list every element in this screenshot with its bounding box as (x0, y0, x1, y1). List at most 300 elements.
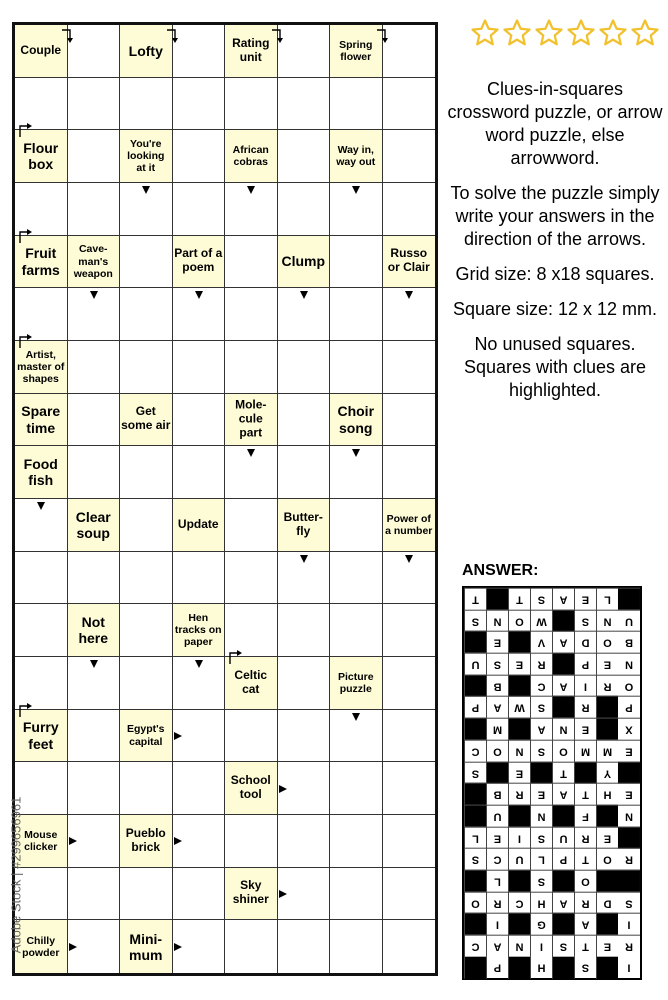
arrow-down-icon (90, 291, 98, 299)
answer-cell[interactable] (120, 604, 173, 657)
clue-cell (225, 657, 278, 710)
answer-row (464, 588, 640, 610)
answer-black-cell (552, 805, 574, 827)
answer-letter: R (574, 696, 596, 718)
answer-letter: I (627, 961, 631, 974)
answer-cell[interactable] (383, 604, 436, 657)
answer-black-cell (508, 675, 530, 697)
arrow-right-icon (69, 837, 77, 845)
answer-letter: T (552, 762, 574, 784)
answer-cell[interactable] (173, 868, 226, 921)
answer-cell[interactable] (68, 552, 121, 605)
arrow-down-icon (300, 555, 308, 563)
answer-letter: S (530, 827, 552, 849)
answer-cell[interactable] (68, 868, 121, 921)
answer-letter: P (574, 653, 596, 675)
clue-cell (120, 710, 173, 763)
clue-text: Clump (281, 253, 326, 270)
clue-text: Fruit farms (21, 245, 60, 278)
clue-text: Mouse clicker (24, 828, 58, 853)
answer-cell[interactable] (225, 236, 278, 289)
answer-black-cell (464, 718, 486, 740)
answer-letter: N (508, 740, 530, 762)
answer-cell[interactable] (173, 552, 226, 605)
clue-text: Picture puzzle (337, 670, 374, 695)
answer-letter: I (486, 913, 508, 935)
answer-cell[interactable] (330, 604, 383, 657)
arrow-down-icon (37, 502, 45, 510)
answer-cell[interactable] (173, 762, 226, 815)
answer-letter: O (486, 740, 508, 762)
bent-arrow-up-right-icon (18, 228, 34, 244)
clue-text: Sky shiner (232, 878, 269, 907)
clue-text: Lofty (128, 42, 163, 59)
answer-letter: S (530, 588, 552, 610)
answer-cell[interactable] (278, 815, 331, 868)
unused-squares-text: No unused squares. Squares with clues are highlighted. (463, 334, 647, 400)
answer-black-cell (596, 913, 618, 935)
answer-cell[interactable] (68, 394, 121, 447)
arrow-down-icon (247, 449, 255, 457)
clue-text: Spare time (21, 403, 61, 436)
answer-letter: E (508, 762, 530, 784)
answer-cell[interactable] (330, 868, 383, 921)
answer-black-cell (530, 762, 552, 784)
bent-arrow-up-right-icon (18, 702, 34, 718)
answer-cell[interactable] (225, 815, 278, 868)
arrow-right-icon (174, 943, 182, 951)
answer-letter: O (574, 870, 596, 892)
answer-cell[interactable] (225, 552, 278, 605)
answer-letter: V (530, 631, 552, 653)
arrow-down-icon (352, 713, 360, 721)
arrow-down-icon (90, 660, 98, 668)
answer-black-cell (596, 870, 618, 892)
clue-text: Butter-fly (283, 510, 323, 538)
answer-black-cell (464, 913, 486, 935)
answer-black-cell (552, 957, 574, 979)
puzzle-description (444, 78, 666, 414)
answer-letter: S (464, 762, 486, 784)
bent-arrow-up-right-icon (18, 333, 34, 349)
clue-text: Part of a poem (174, 246, 223, 275)
answer-cell[interactable] (120, 657, 173, 710)
clue-text: Clear soup (75, 508, 111, 541)
clue-cell (15, 25, 68, 78)
answer-letter: A (486, 935, 508, 957)
answer-cell[interactable] (120, 236, 173, 289)
answer-black-cell (486, 762, 508, 784)
clue-cell (225, 25, 278, 78)
bent-arrow-right-down-icon (61, 28, 77, 44)
answer-cell[interactable] (278, 657, 331, 710)
answer-letter: S (574, 957, 596, 979)
answer-letter: O (618, 675, 640, 697)
answer-cell[interactable] (173, 183, 226, 236)
clue-text: Pueblo brick (125, 826, 166, 854)
answer-letter: A (552, 783, 574, 805)
star-outline-icon (598, 18, 628, 48)
answer-row (464, 783, 640, 805)
answer-cell[interactable] (383, 78, 436, 131)
answer-black-cell (618, 588, 640, 610)
answer-cell[interactable] (225, 920, 278, 973)
clue-text: Power of a number (385, 512, 433, 537)
clue-text: Way in, way out (336, 144, 376, 169)
answer-letter: T (574, 783, 596, 805)
answer-letter: R (574, 827, 596, 849)
answer-letter: C (486, 848, 508, 870)
answer-letter: H (596, 783, 618, 805)
clue-cell (330, 394, 383, 447)
answer-row (464, 957, 640, 979)
clue-text: Not here (78, 614, 109, 647)
answer-letter: W (530, 610, 552, 632)
answer-letter: E (618, 740, 640, 762)
answer-black-cell (464, 675, 486, 697)
clue-text: Choir song (337, 403, 375, 436)
answer-letter: I (530, 935, 552, 957)
answer-black-cell (596, 718, 618, 740)
answer-cell[interactable] (68, 183, 121, 236)
answer-cell[interactable] (278, 78, 331, 131)
answer-letter: U (552, 827, 574, 849)
arrow-right-icon (174, 732, 182, 740)
answer-letter: E (596, 935, 618, 957)
clue-text: Mini-mum (129, 930, 163, 963)
answer-cell[interactable] (173, 446, 226, 499)
answer-cell[interactable] (330, 78, 383, 131)
answer-letter: P (552, 848, 574, 870)
answer-letter: R (486, 892, 508, 914)
answer-black-cell (552, 610, 574, 632)
answer-cell[interactable] (278, 604, 331, 657)
arrow-right-icon (174, 837, 182, 845)
clue-text: Artist, master of shapes (17, 348, 65, 385)
answer-letter: E (530, 783, 552, 805)
answer-row (464, 827, 640, 849)
clue-cell (120, 394, 173, 447)
answer-row (464, 653, 640, 675)
arrow-right-icon (279, 785, 287, 793)
answer-letter: E (486, 631, 508, 653)
answer-row (464, 913, 640, 935)
answer-letter: C (530, 675, 552, 697)
arrow-down-icon (352, 449, 360, 457)
answer-cell[interactable] (330, 236, 383, 289)
answer-cell[interactable] (120, 499, 173, 552)
clue-text: Furry feet (22, 719, 59, 752)
answer-cell[interactable] (15, 604, 68, 657)
answer-cell[interactable] (68, 341, 121, 394)
answer-row (464, 848, 640, 870)
answer-cell[interactable] (278, 130, 331, 183)
arrow-down-icon (405, 555, 413, 563)
answer-cell[interactable] (120, 446, 173, 499)
answer-letter: N (552, 718, 574, 740)
answer-cell[interactable] (383, 762, 436, 815)
answer-letter: O (596, 631, 618, 653)
answer-letter: T (508, 588, 530, 610)
clue-cell (173, 604, 226, 657)
answer-cell[interactable] (120, 288, 173, 341)
answer-black-cell (464, 870, 486, 892)
clue-text: School tool (230, 773, 271, 802)
watermark (6, 760, 26, 990)
answer-cell[interactable] (330, 288, 383, 341)
answer-letter: E (574, 718, 596, 740)
answer-row (464, 892, 640, 914)
clue-text: Flour box (23, 140, 59, 173)
answer-letter: M (574, 740, 596, 762)
answer-letter: U (486, 805, 508, 827)
answer-cell[interactable] (120, 78, 173, 131)
answer-row (464, 805, 640, 827)
answer-cell[interactable] (383, 815, 436, 868)
clue-cell (15, 446, 68, 499)
answer-cell[interactable] (120, 552, 173, 605)
answer-cell[interactable] (225, 710, 278, 763)
answer-letter: I (618, 913, 640, 935)
answer-letter: M (596, 740, 618, 762)
clue-cell (15, 394, 68, 447)
answer-cell[interactable] (330, 499, 383, 552)
star-outline-icon (630, 18, 660, 48)
clue-cell (278, 236, 331, 289)
answer-cell[interactable] (383, 341, 436, 394)
answer-black-cell (618, 870, 640, 892)
answer-letter: A (486, 696, 508, 718)
answer-cell[interactable] (225, 341, 278, 394)
clue-cell (15, 130, 68, 183)
answer-letter: R (574, 892, 596, 914)
answer-letter: D (574, 631, 596, 653)
clue-cell (330, 25, 383, 78)
answer-cell[interactable] (278, 446, 331, 499)
answer-black-cell (508, 913, 530, 935)
answer-letter: B (486, 675, 508, 697)
clue-cell (330, 657, 383, 710)
answer-black-cell (508, 870, 530, 892)
clue-cell (173, 499, 226, 552)
answer-black-cell (552, 913, 574, 935)
arrow-down-icon (405, 291, 413, 299)
answer-cell[interactable] (68, 710, 121, 763)
answer-cell[interactable] (15, 552, 68, 605)
clue-cell (68, 499, 121, 552)
clue-text: Rating unit (232, 36, 270, 64)
clue-cell (225, 130, 278, 183)
answer-letter: P (464, 696, 486, 718)
answer-black-cell (508, 718, 530, 740)
answer-cell[interactable] (330, 341, 383, 394)
arrow-right-icon (69, 943, 77, 951)
answer-letter: R (618, 848, 640, 870)
answer-letter: A (552, 588, 574, 610)
answer-letter: L (486, 870, 508, 892)
answer-cell[interactable] (120, 341, 173, 394)
clue-text: Cave-man's weapon (73, 243, 113, 280)
answer-cell[interactable] (173, 341, 226, 394)
answer-letter: U (508, 848, 530, 870)
answer-cell[interactable] (225, 499, 278, 552)
answer-cell[interactable] (278, 710, 331, 763)
answer-black-cell (552, 653, 574, 675)
answer-cell[interactable] (68, 762, 121, 815)
clue-cell (120, 25, 173, 78)
answer-black-cell (464, 805, 486, 827)
answer-cell[interactable] (278, 920, 331, 973)
clue-cell (278, 499, 331, 552)
bent-arrow-up-right-icon (18, 122, 34, 138)
answer-cell[interactable] (330, 762, 383, 815)
star-outline-icon (566, 18, 596, 48)
clue-cell (15, 236, 68, 289)
answer-letter: Y (596, 762, 618, 784)
answer-letter: C (508, 892, 530, 914)
answer-letter: E (618, 783, 640, 805)
answer-row (464, 696, 640, 718)
answer-letter: X (618, 718, 640, 740)
answer-letter: N (486, 610, 508, 632)
arrow-down-icon (247, 186, 255, 194)
answer-row (464, 718, 640, 740)
answer-letter: R (596, 675, 618, 697)
clue-cell (173, 236, 226, 289)
answer-letter: S (530, 870, 552, 892)
clue-cell (383, 236, 436, 289)
answer-letter: I (508, 827, 530, 849)
clue-cell (120, 920, 173, 973)
answer-cell[interactable] (173, 394, 226, 447)
answer-cell[interactable] (120, 868, 173, 921)
answer-letter: O (464, 892, 486, 914)
answer-letter: D (596, 892, 618, 914)
answer-cell[interactable] (278, 183, 331, 236)
answer-letter: E (508, 653, 530, 675)
answer-letter: E (596, 653, 618, 675)
answer-cell[interactable] (383, 446, 436, 499)
clue-text: Spring flower (339, 38, 373, 63)
answer-cell[interactable] (173, 78, 226, 131)
clue-text: You're looking at it (127, 138, 165, 175)
clue-text: Chilly powder (22, 934, 60, 959)
answer-label: ANSWER: (462, 562, 539, 579)
answer-cell[interactable] (120, 762, 173, 815)
answer-letter: C (464, 740, 486, 762)
answer-black-cell (596, 696, 618, 718)
clue-text: African cobras (232, 144, 269, 169)
answer-cell[interactable] (68, 130, 121, 183)
answer-letter: W (508, 696, 530, 718)
answer-letter: S (530, 740, 552, 762)
star-outline-icon (470, 18, 500, 48)
answer-cell[interactable] (173, 130, 226, 183)
answer-letter: O (552, 740, 574, 762)
answer-cell[interactable] (330, 552, 383, 605)
clue-cell (15, 710, 68, 763)
answer-row (464, 610, 640, 632)
answer-letter: G (530, 913, 552, 935)
crossword-grid (12, 22, 438, 976)
clue-cell (225, 762, 278, 815)
answer-letter: R (508, 783, 530, 805)
answer-letter: T (574, 935, 596, 957)
clue-cell (120, 130, 173, 183)
answer-cell[interactable] (68, 78, 121, 131)
answer-letter: T (574, 848, 596, 870)
answer-cell[interactable] (383, 183, 436, 236)
answer-letter: A (552, 675, 574, 697)
answer-cell[interactable] (225, 78, 278, 131)
answer-black-cell (464, 957, 486, 979)
arrow-down-icon (300, 291, 308, 299)
answer-letter: S (486, 653, 508, 675)
answer-cell[interactable] (383, 657, 436, 710)
clue-cell (68, 604, 121, 657)
answer-row (464, 935, 640, 957)
answer-row (464, 675, 640, 697)
answer-grid (462, 586, 642, 980)
answer-letter: S (552, 935, 574, 957)
bent-arrow-right-down-icon (376, 28, 392, 44)
answer-letter: U (464, 653, 486, 675)
description-text: To solve the puzzle simply write your answers in the direction of the arrows. (450, 183, 660, 249)
bent-arrow-up-right-icon (228, 649, 244, 665)
answer-cell[interactable] (383, 130, 436, 183)
answer-letter: A (552, 631, 574, 653)
answer-cell[interactable] (278, 394, 331, 447)
arrow-down-icon (195, 660, 203, 668)
answer-black-cell (596, 957, 618, 979)
clue-text: Hen tracks on paper (174, 612, 222, 649)
answer-cell[interactable] (68, 446, 121, 499)
clue-cell (68, 236, 121, 289)
grid-size-text: Grid size: 8 x18 squares. (455, 264, 655, 284)
answer-letter: O (508, 610, 530, 632)
answer-cell[interactable] (383, 920, 436, 973)
answer-row (464, 631, 640, 653)
answer-letter: N (618, 653, 640, 675)
answer-cell[interactable] (225, 288, 278, 341)
clue-text: Food fish (23, 456, 58, 489)
answer-black-cell (464, 783, 486, 805)
answer-cell[interactable] (330, 815, 383, 868)
answer-letter: R (530, 653, 552, 675)
answer-letter: S (574, 610, 596, 632)
answer-cell[interactable] (330, 920, 383, 973)
answer-black-cell (552, 870, 574, 892)
answer-letter: C (464, 935, 486, 957)
clue-cell (225, 394, 278, 447)
answer-letter: U (618, 610, 640, 632)
answer-letter: L (596, 588, 618, 610)
answer-black-cell (596, 805, 618, 827)
answer-cell[interactable] (383, 868, 436, 921)
answer-cell[interactable] (383, 394, 436, 447)
star-outline-icon (534, 18, 564, 48)
answer-black-cell (508, 957, 530, 979)
answer-black-cell (464, 631, 486, 653)
answer-letter: N (508, 935, 530, 957)
watermark-text: Adobe Stock | #299656961 (8, 796, 24, 954)
answer-black-cell (618, 762, 640, 784)
answer-cell[interactable] (383, 710, 436, 763)
answer-cell[interactable] (278, 341, 331, 394)
bent-arrow-right-down-icon (271, 28, 287, 44)
answer-letter: O (596, 848, 618, 870)
answer-letter: T (464, 588, 486, 610)
